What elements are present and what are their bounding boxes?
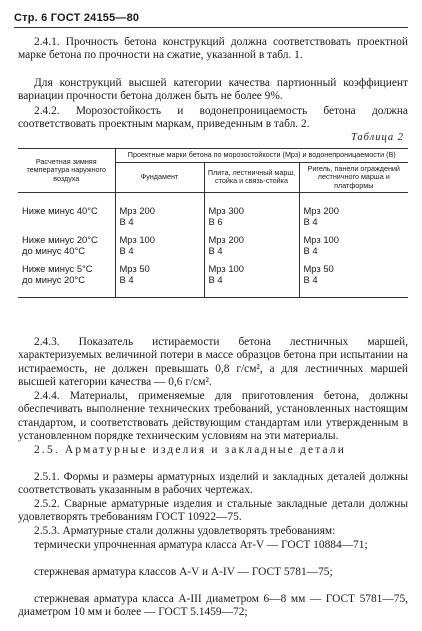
col-header-foundation: Фундамент xyxy=(115,162,204,193)
paragraph-2-4-1: 2.4.1. Прочность бетона конструкций должна соответствовать проектной марке бетона по прочности на сжатие, указанной в табл. 1. xyxy=(18,36,408,62)
paragraph-2-4-2: 2.4.2. Морозостойкость и водонепроницаемость бетона должна соответствовать проектным маркам, приведенным в табл. 2. xyxy=(18,105,408,131)
temperature-cell: Ниже минус 40°С xyxy=(22,205,98,217)
list-item-a-iii: стержневая арматура класса А-III диаметром 6—8 мм — ГОСТ 5781—75, диаметром 10 мм и более — ГОСТ 5.1459—72; xyxy=(18,593,408,619)
col-header-beam: Ригель, панели ограждений лестничного марша и платформы xyxy=(299,162,408,193)
table-caption: Таблица 2 xyxy=(350,132,404,143)
table-row xyxy=(18,193,408,231)
paragraph-2-5-2: 2.5.2. Сварные арматурные изделия и стальные закладные детали должны удовлетворять требованиям ГОСТ 10922—75. xyxy=(18,498,408,524)
beam-cell: Мрз 200 В 4 xyxy=(299,193,408,231)
page-header: Стр. 6 ГОСТ 24155—80 xyxy=(14,12,140,24)
paragraph-2-5-1: 2.5.1. Формы и размеры арматурных изделий и закладных деталей должны соответствовать указанным в рабочих чертежах. xyxy=(18,471,408,497)
paragraph-2-4-4: 2.4.4. Материалы, применяемые для приготовления бетона, должны обеспечивать выполнение технических требований, установленных настоящим стандартом, и соответствовать действующим стандартам или утвержденным в установленном порядке техническим условиям на эти материалы. xyxy=(18,390,408,443)
table-row xyxy=(18,259,408,298)
temperature-cell: Ниже минус 20°С до минус 40°С xyxy=(22,234,98,257)
foundation-cell: Мрз 100 В 4 xyxy=(115,230,204,259)
slab-cell: Мрз 200 В 4 xyxy=(204,230,299,259)
paragraph-2-4-1-quality: Для конструкций высшей категории качества партионный коэффициент вариации прочности бетона должен быть не более 9%. xyxy=(18,77,408,103)
beam-cell: Мрз 50 В 4 xyxy=(299,259,408,298)
col-header-temperature: Расчетная зимняя температура наружного воздуха xyxy=(18,149,115,193)
table-2 xyxy=(18,148,408,298)
temperature-cell: Ниже минус 5°С до минус 20°С xyxy=(18,259,115,298)
paragraph-2-4-3: 2.4.3. Показатель истираемости бетона лестничных маршей, характеризуемых величиной потери в массе образцов бетона при испытании на истираемость, не должен превышать 0,8 г/см², а для лестничных маршей высшей категории качества — 0,6 г/см². xyxy=(18,336,408,389)
foundation-cell: Мрз 50 В 4 xyxy=(115,259,204,298)
beam-cell: Мрз 100 В 4 xyxy=(299,230,408,259)
list-item-a-v: стержневая арматура классов А-V и А-IV — ГОСТ 5781—75; xyxy=(34,566,333,578)
foundation-cell: Мрз 200 В 4 xyxy=(115,193,204,231)
list-item-at-v: термически упрочненная арматура класса Ат-V — ГОСТ 10884—71; xyxy=(34,539,368,551)
col-header-grades: Проектные марки бетона по морозостойкости (Мрз) и водонепроницаемости (В) xyxy=(115,149,408,163)
paragraph-2-5-3: 2.5.3. Арматурные стали должны удовлетворять требованиям: xyxy=(34,525,336,537)
header-rule xyxy=(14,27,408,28)
slab-cell: Мрз 100 В 4 xyxy=(204,259,299,298)
slab-cell: Мрз 300 В 6 xyxy=(204,193,299,231)
col-header-slab: Плита, лестничный марш, стойка и связь-стойка xyxy=(204,162,299,193)
table-row xyxy=(18,230,408,259)
section-heading-2-5: 2.5. Арматурные изделия и закладные детали xyxy=(34,444,347,456)
